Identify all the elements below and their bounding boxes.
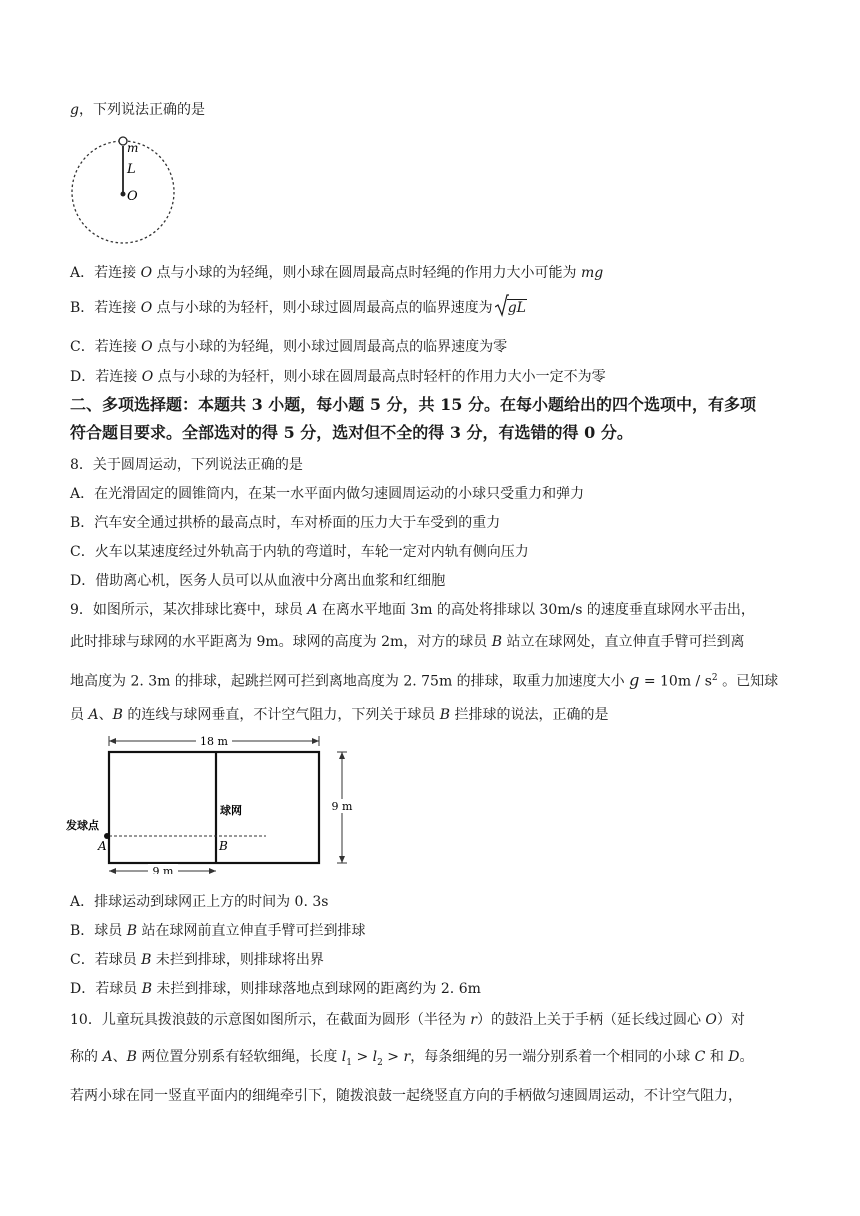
q9-option-a: A．排球运动到球网正上方的时间为 0. 3s [70,894,329,910]
q8-option-b: B．汽车安全通过拱桥的最高点时，车对桥面的压力大于车受到的重力 [70,515,501,531]
q9-stem-line4: 员 A、B 的连线与球网垂直，不计空气阻力，下列关于球员 B 拦排球的说法，正确的是 [70,707,609,723]
q9-option-d: D．若球员 B 未拦到排球，则排球落地点到球网的距离约为 2. 6m [70,981,481,997]
q9-stem-line1: 9．如图所示，某次排球比赛中，球员 A 在离水平地面 3m 的高处将排球以 30m/s 的速度垂直球网水平击出， [70,602,755,618]
q7-option-d: D．若连接 O 点与小球的为轻杆，则小球在圆周最高点时轻杆的作用力大小一定不为零 [70,369,606,385]
label-L: L [127,162,136,177]
section2-heading-line2: 符合题目要求。全部选对的得 5 分，选对但不全的得 3 分，有选错的得 0 分。 [70,423,633,442]
g-symbol: g [70,102,79,118]
ball-m [119,137,127,145]
q8-option-a: A．在光滑固定的圆锥筒内，在某一水平面内做匀速圆周运动的小球只受重力和弹力 [70,486,585,502]
net-label: 球网 [220,804,242,817]
q7-option-b: B．若连接 O 点与小球的为轻杆，则小球过圆周最高点的临界速度为 gL [70,298,527,318]
q9-option-b: B．球员 B 站在球网前直立伸直手臂可拦到排球 [70,923,366,939]
q9-option-c: C．若球员 B 未拦到排球，则排球将出界 [70,952,324,968]
point-B-label: B [219,839,228,853]
q7-option-c: C．若连接 O 点与小球的为轻绳，则小球过圆周最高点的临界速度为零 [70,339,508,355]
court-outline [109,752,319,863]
depth-9m-label: 9 m [331,800,353,813]
q9-stem-line2: 此时排球与球网的水平距离为 9m。球网的高度为 2m，对方的球员 B 站立在球网处，直立伸直手臂可拦到离 [70,634,745,650]
q10-stem-line1: 10．儿童玩具拨浪鼓的示意图如图所示，在截面为圆形（半径为 r）的鼓沿上关于手柄（延长线过圆心 O）对 [70,1012,745,1028]
q7-intro-text: ，下列说法正确的是 [78,102,205,118]
q8-option-d: D．借助离心机，医务人员可以从血液中分离出血浆和红细胞 [70,573,446,589]
width-18m-label: 18 m [200,735,228,748]
q8-option-c: C．火车以某速度经过外轨高于内轨的弯道时，车轮一定对内轨有侧向压力 [70,544,529,560]
q9-court-figure [66,734,366,874]
section2-heading-line1: 二、多项选择题：本题共 3 小题，每小题 5 分，共 15 分。在每小题给出的四个选项中，有多项 [70,395,756,414]
q7-option-a: A．若连接 O 点与小球的为轻绳，则小球在圆周最高点时轻绳的作用力大小可能为 mg [70,265,604,281]
sqrt-expression: gL [495,298,527,318]
label-O: O [127,189,138,204]
q8-stem: 8．关于圆周运动，下列说法正确的是 [70,457,303,473]
point-A-label: A [98,839,107,853]
q9-stem-line3: 地高度为 2. 3m 的排球，起跳拦网可拦到离地高度为 2. 75m 的排球，取重力加速度大小 $g = 10m / s^2$ 。已知球 [70,670,779,690]
label-m: m [127,141,139,155]
q10-stem-line3: 若两小球在同一竖直平面内的细绳牵引下，随拨浪鼓一起绕竖直方向的手柄做匀速圆周运动，不计空气阻力， [70,1088,742,1104]
q7-intro [70,100,205,120]
center-point [121,192,126,197]
q7-circle-figure [66,135,180,255]
half-9m-label: 9 m [152,865,174,874]
q10-stem-line2: 称的 A、B 两位置分别系有轻软细绳，长度 $l_1 > l_2 > r$，每条细绳的另一端分别系着一个相同的小球 C 和 D。 [70,1049,754,1068]
serve-point-label: 发球点 [66,819,99,832]
